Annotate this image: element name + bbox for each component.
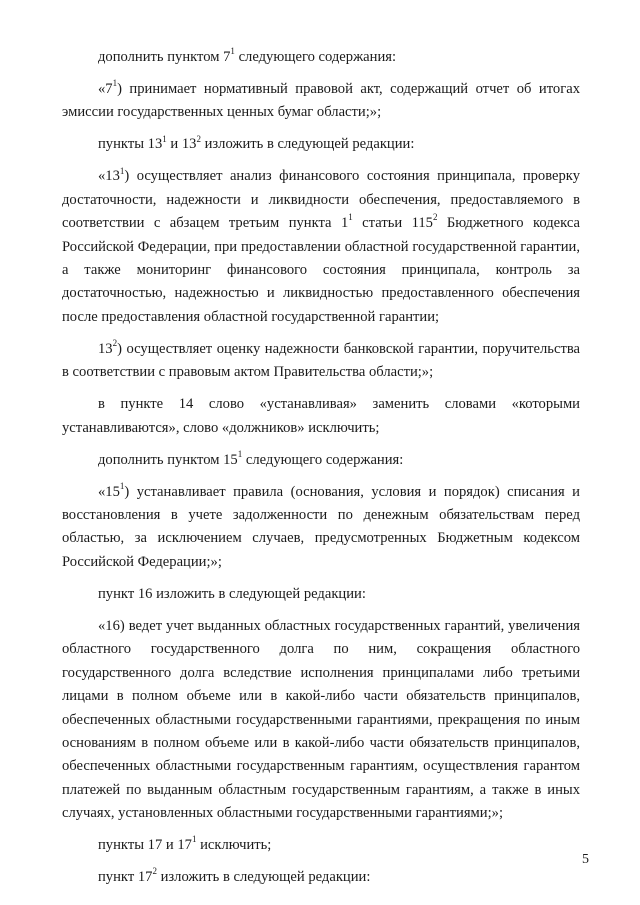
superscript: 1 — [230, 46, 235, 57]
paragraph-add-point-7-1 — [62, 46, 580, 69]
text-run: «7 — [98, 81, 113, 97]
text-run: ) осуществляет анализ финансового состояния принципала, проверку достаточности, надежности и ликвидности обеспечения, предоставляемого в соответствии с абзацем третьим пункта 1 — [62, 168, 580, 232]
paragraph-point-17-2-edit — [62, 866, 580, 889]
superscript: 2 — [112, 337, 118, 348]
text-run: исключить; — [196, 837, 272, 854]
text-run: изложить в следующей редакции: — [200, 136, 415, 153]
superscript: 1 — [112, 78, 118, 89]
document-body — [62, 46, 580, 898]
text-run: в пункте 14 слово «устанавливая» заменить словами «которыми устанавливаются», слово «должников» исключить; — [62, 396, 580, 436]
superscript: 2 — [152, 866, 157, 877]
paragraph-point-7-1-text — [62, 78, 580, 125]
text-run: пункт 17 — [98, 869, 153, 886]
superscript: 1 — [191, 834, 197, 845]
text-run: «16) ведет учет выданных областных государственных гарантий, увеличения областного государственного долга по ним, сокращения областного государственного долга вследствие исполнения принципалами либо третьими лицами в полном объеме или в какой-либо части обязательств принципалов, обеспеченных областными государственными гарантиями, прекращения по иным основаниям в полном объеме или в какой-либо части обязательств принципалов, обеспеченных областными государственным гарантиям, осуществления гарантом платежей по выданным областным государственным гарантиям, а также в иных случаях, установленных областными государственными гарантиями;»; — [62, 617, 580, 822]
superscript: 1 — [119, 480, 125, 491]
text-run: дополнить пунктом 7 — [98, 49, 231, 65]
superscript: 1 — [119, 165, 125, 176]
text-run: ) устанавливает правила (основания, условия и порядок) списания и восстановления в учете задолженности по денежным обязательствам перед областью, за исключением случаев, предусмотренных Бюджетным кодексом Российской Федерации;»; — [62, 483, 580, 570]
text-run: ) осуществляет оценку надежности банковской гарантии, поручительства в соответствии с правовым актом Правительства области;»; — [62, 340, 580, 381]
paragraph-point-15-1-text — [62, 481, 580, 575]
text-run: «15 — [98, 483, 120, 500]
text-run: пункты 17 и 17 — [98, 837, 192, 854]
paragraph-point-14-change — [62, 393, 580, 440]
text-run: и 13 — [166, 136, 197, 153]
text-run: следующего содержания: — [242, 451, 404, 468]
paragraph-point-16-text — [62, 615, 580, 826]
superscript: 2 — [196, 133, 201, 144]
paragraph-points-13-edit — [62, 133, 580, 156]
superscript: 1 — [348, 212, 353, 223]
text-run: пункты 13 — [98, 136, 163, 153]
text-run: 13 — [98, 340, 113, 357]
superscript: 1 — [162, 133, 167, 144]
superscript: 2 — [432, 212, 438, 223]
page-number: 5 — [582, 852, 589, 867]
paragraph-point-16-edit — [62, 583, 580, 606]
paragraph-point-13-1-text — [62, 165, 580, 329]
text-run: изложить в следующей редакции: — [156, 869, 371, 886]
text-run: дополнить пунктом 15 — [98, 451, 238, 468]
text-run: статьи 115 — [352, 215, 433, 232]
text-run: «13 — [98, 168, 120, 185]
paragraph-points-17-exclude — [62, 834, 580, 857]
text-run: пункт 16 изложить в следующей редакции: — [98, 585, 366, 602]
paragraph-add-point-15-1 — [62, 449, 580, 472]
paragraph-point-13-2-text — [62, 338, 580, 385]
text-run: следующего содержания: — [234, 49, 397, 65]
text-run: ) принимает нормативный правовой акт, содержащий отчет об итогах эмиссии государственных ценных бумаг области;»; — [62, 81, 580, 121]
text-run: Бюджетного кодекса Российской Федерации, при предоставлении областной государственной гарантии, а также мониторинг финансового состояния принципала, контроль за достаточностью, надежностью и ликвидностью предоставленного обеспечения после предоставления областной государственной гарантии; — [62, 215, 581, 325]
superscript: 1 — [237, 448, 243, 459]
